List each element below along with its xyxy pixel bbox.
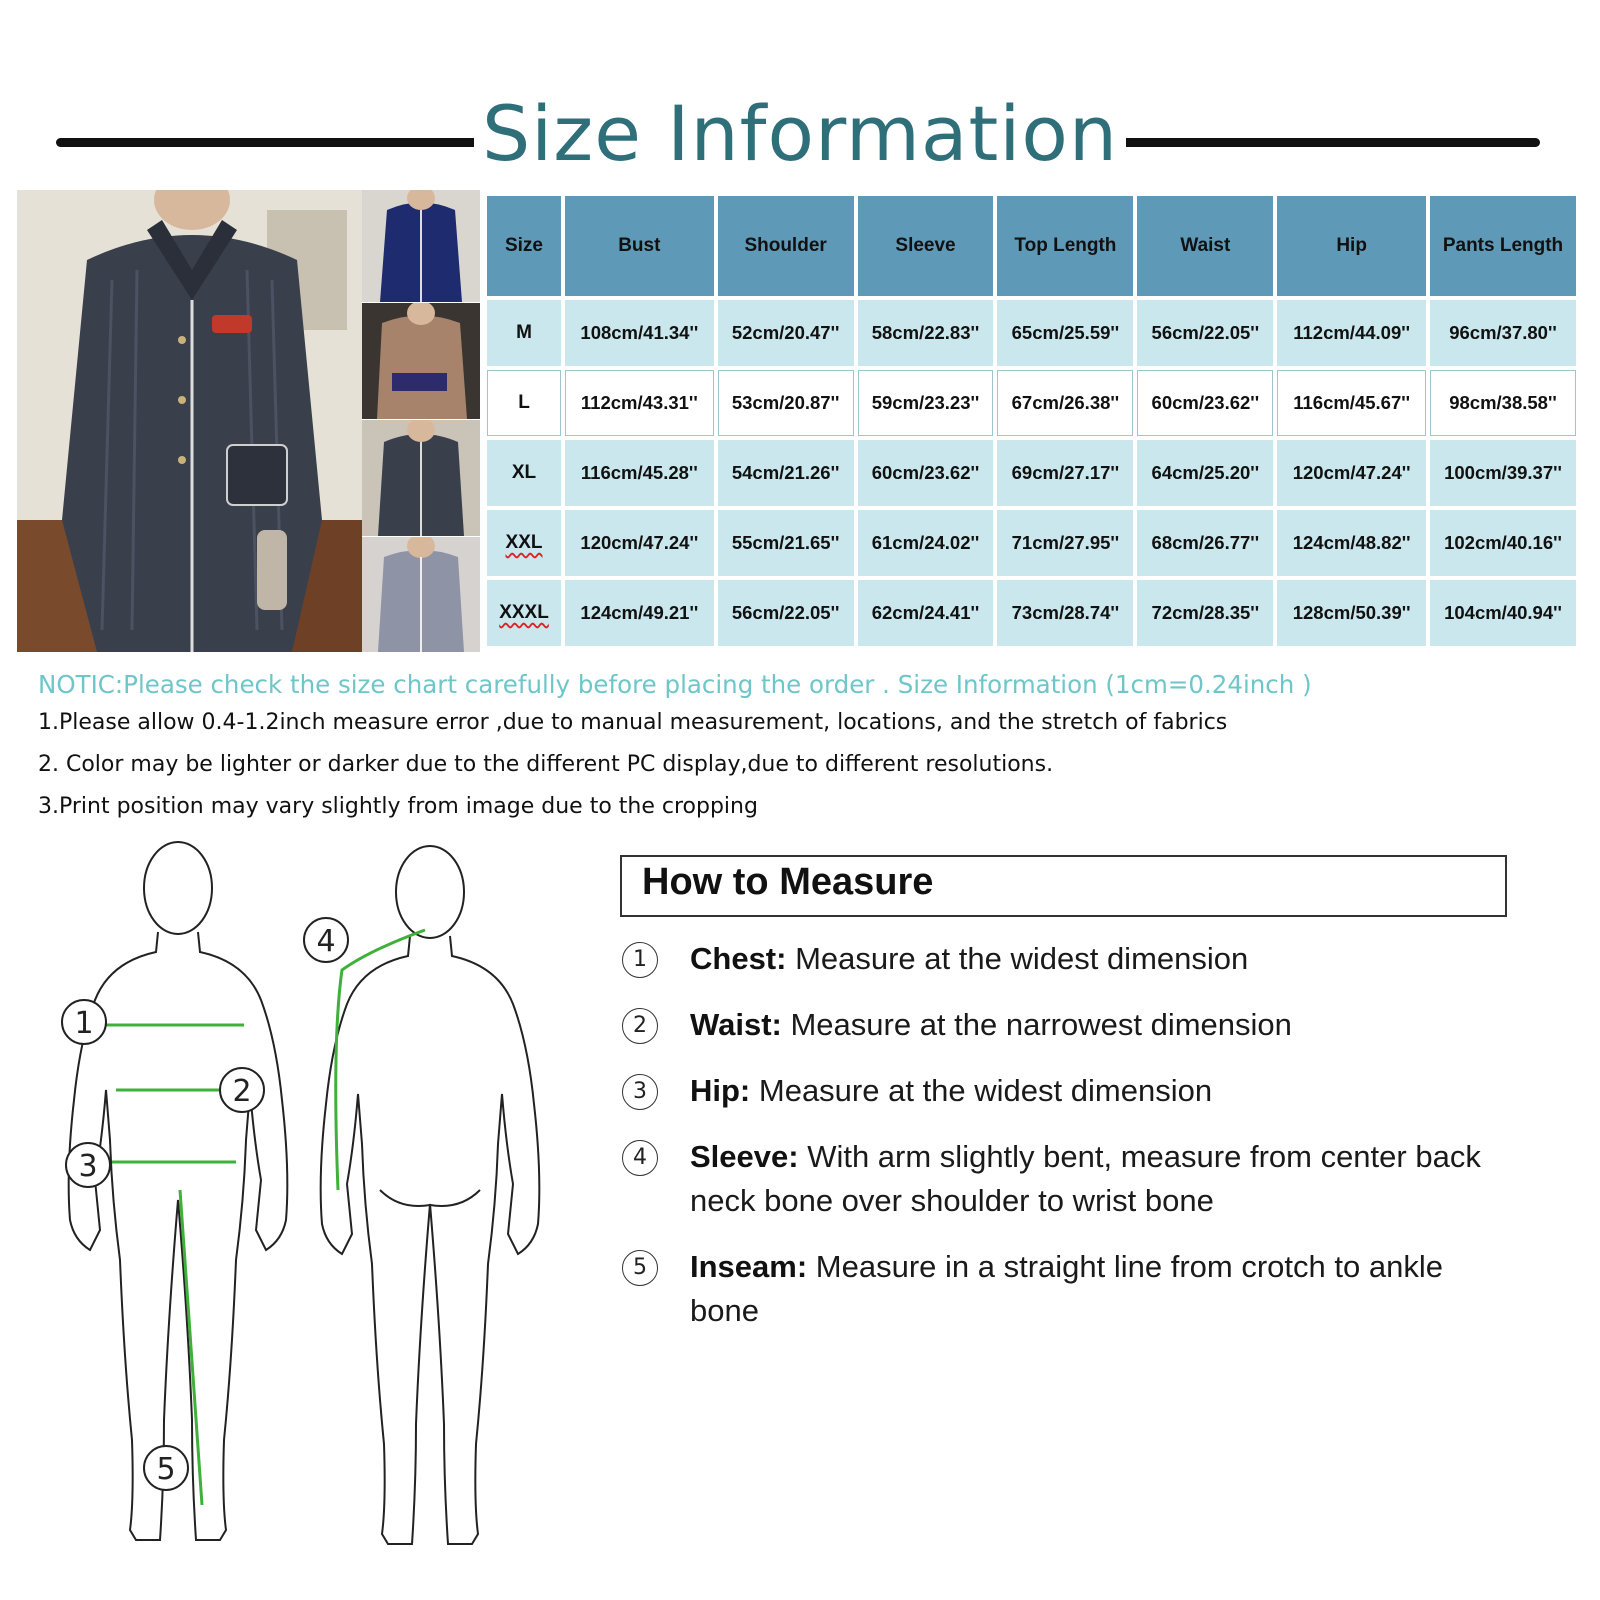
table-cell: 112cm/44.09'' <box>1277 300 1426 366</box>
table-cell: 112cm/43.31'' <box>565 370 714 436</box>
table-cell: 116cm/45.28'' <box>565 440 714 506</box>
table-cell: 64cm/25.20'' <box>1137 440 1273 506</box>
svg-text:5: 5 <box>156 1452 176 1487</box>
step-number-4: 4 <box>622 1140 658 1176</box>
product-thumbnail[interactable] <box>362 190 480 302</box>
table-cell: 55cm/21.65'' <box>718 510 854 576</box>
measure-term: Chest: <box>690 941 787 976</box>
product-thumbnail[interactable] <box>362 537 480 652</box>
note-3: 3.Print position may vary slightly from image due to the cropping <box>38 794 758 819</box>
size-label: XXL <box>505 532 543 553</box>
size-chart-table <box>483 192 1580 650</box>
note-1: 1.Please allow 0.4-1.2inch measure error ,due to manual measurement, locations, and the stretch of fabrics <box>38 710 1228 735</box>
table-cell: 58cm/22.83'' <box>858 300 994 366</box>
column-header-bust: Bust <box>565 196 714 296</box>
step-number-5: 5 <box>622 1250 658 1286</box>
column-header-waist: Waist <box>1137 196 1273 296</box>
table-cell: 120cm/47.24'' <box>1277 440 1426 506</box>
table-cell: 61cm/24.02'' <box>858 510 994 576</box>
table-cell: 96cm/37.80'' <box>1430 300 1576 366</box>
table-row <box>487 580 1576 646</box>
table-cell: 71cm/27.95'' <box>997 510 1133 576</box>
measure-desc: Measure at the widest dimension <box>750 1073 1213 1108</box>
step-number-2: 2 <box>622 1008 658 1044</box>
note-2: 2. Color may be lighter or darker due to the different PC display,due to different resolutions. <box>38 752 1054 777</box>
column-header-hip: Hip <box>1277 196 1426 296</box>
table-cell: 124cm/48.82'' <box>1277 510 1426 576</box>
column-header-top-length: Top Length <box>997 196 1133 296</box>
table-cell: 62cm/24.41'' <box>858 580 994 646</box>
diagram-marker-2 <box>220 1068 264 1112</box>
measure-item-waist <box>690 1003 1570 1047</box>
page-title: Size Information <box>0 84 1600 184</box>
table-row <box>487 370 1576 436</box>
diagram-marker-4 <box>304 918 348 962</box>
measure-desc: With arm slightly bent, measure from center back neck bone over shoulder to wrist bone <box>690 1139 1481 1218</box>
table-cell: 65cm/25.59'' <box>997 300 1133 366</box>
table-cell: 68cm/26.77'' <box>1137 510 1273 576</box>
table-cell: 100cm/39.37'' <box>1430 440 1576 506</box>
product-thumbnail[interactable] <box>362 420 480 536</box>
table-cell: 72cm/28.35'' <box>1137 580 1273 646</box>
measure-desc: Measure at the narrowest dimension <box>781 1007 1292 1042</box>
table-row <box>487 510 1576 576</box>
measure-term: Inseam: <box>690 1249 808 1284</box>
measure-term: Sleeve: <box>690 1139 799 1174</box>
step-number-3: 3 <box>622 1074 658 1110</box>
column-header-pants-length: Pants Length <box>1430 196 1576 296</box>
table-cell: 56cm/22.05'' <box>718 580 854 646</box>
table-cell: 67cm/26.38'' <box>997 370 1133 436</box>
svg-text:3: 3 <box>78 1149 98 1184</box>
measure-desc: Measure in a straight line from crotch to ankle bone <box>690 1249 1443 1328</box>
svg-text:1: 1 <box>74 1006 94 1041</box>
measure-item-hip <box>690 1069 1570 1113</box>
table-cell: 53cm/20.87'' <box>718 370 854 436</box>
table-cell: 116cm/45.67'' <box>1277 370 1426 436</box>
svg-text:4: 4 <box>316 924 336 959</box>
table-cell: 56cm/22.05'' <box>1137 300 1273 366</box>
step-number-1: 1 <box>622 942 658 978</box>
column-header-shoulder: Shoulder <box>718 196 854 296</box>
table-cell: 73cm/28.74'' <box>997 580 1133 646</box>
product-photo-main <box>17 190 362 652</box>
table-cell: 128cm/50.39'' <box>1277 580 1426 646</box>
size-label: XXXL <box>499 602 549 623</box>
table-cell: 59cm/23.23'' <box>858 370 994 436</box>
table-cell: 104cm/40.94'' <box>1430 580 1576 646</box>
measure-term: Waist: <box>690 1007 782 1042</box>
diagram-marker-1 <box>62 1000 106 1044</box>
table-cell: 108cm/41.34'' <box>565 300 714 366</box>
body-measurement-diagram <box>40 840 600 1580</box>
diagram-marker-3 <box>66 1143 110 1187</box>
how-to-measure-title: How to Measure <box>642 861 934 903</box>
table-row <box>487 300 1576 366</box>
table-cell: 60cm/23.62'' <box>858 440 994 506</box>
notice-text: NOTIC:Please check the size chart carefully before placing the order . Size Information (1cm=0.24inch ) <box>38 670 1312 699</box>
table-cell: 52cm/20.47'' <box>718 300 854 366</box>
svg-text:2: 2 <box>232 1074 252 1109</box>
size-cell: L <box>487 370 561 436</box>
measure-item-inseam <box>690 1245 1490 1333</box>
size-cell: M <box>487 300 561 366</box>
table-cell: 102cm/40.16'' <box>1430 510 1576 576</box>
table-header-row <box>487 196 1576 296</box>
table-cell: 124cm/49.21'' <box>565 580 714 646</box>
table-cell: 69cm/27.17'' <box>997 440 1133 506</box>
measure-item-sleeve <box>690 1135 1520 1223</box>
column-header-size: Size <box>487 196 561 296</box>
product-thumbnail[interactable] <box>362 303 480 419</box>
table-cell: 98cm/38.58'' <box>1430 370 1576 436</box>
measure-item-chest <box>690 937 1570 981</box>
column-header-sleeve: Sleeve <box>858 196 994 296</box>
diagram-marker-5 <box>144 1446 188 1490</box>
table-cell: 120cm/47.24'' <box>565 510 714 576</box>
measure-term: Hip: <box>690 1073 751 1108</box>
size-cell <box>487 580 561 646</box>
table-cell: 60cm/23.62'' <box>1137 370 1273 436</box>
table-row <box>487 440 1576 506</box>
measure-desc: Measure at the widest dimension <box>786 941 1249 976</box>
size-cell: XL <box>487 440 561 506</box>
how-to-measure-header <box>620 855 1507 917</box>
size-cell <box>487 510 561 576</box>
table-cell: 54cm/21.26'' <box>718 440 854 506</box>
